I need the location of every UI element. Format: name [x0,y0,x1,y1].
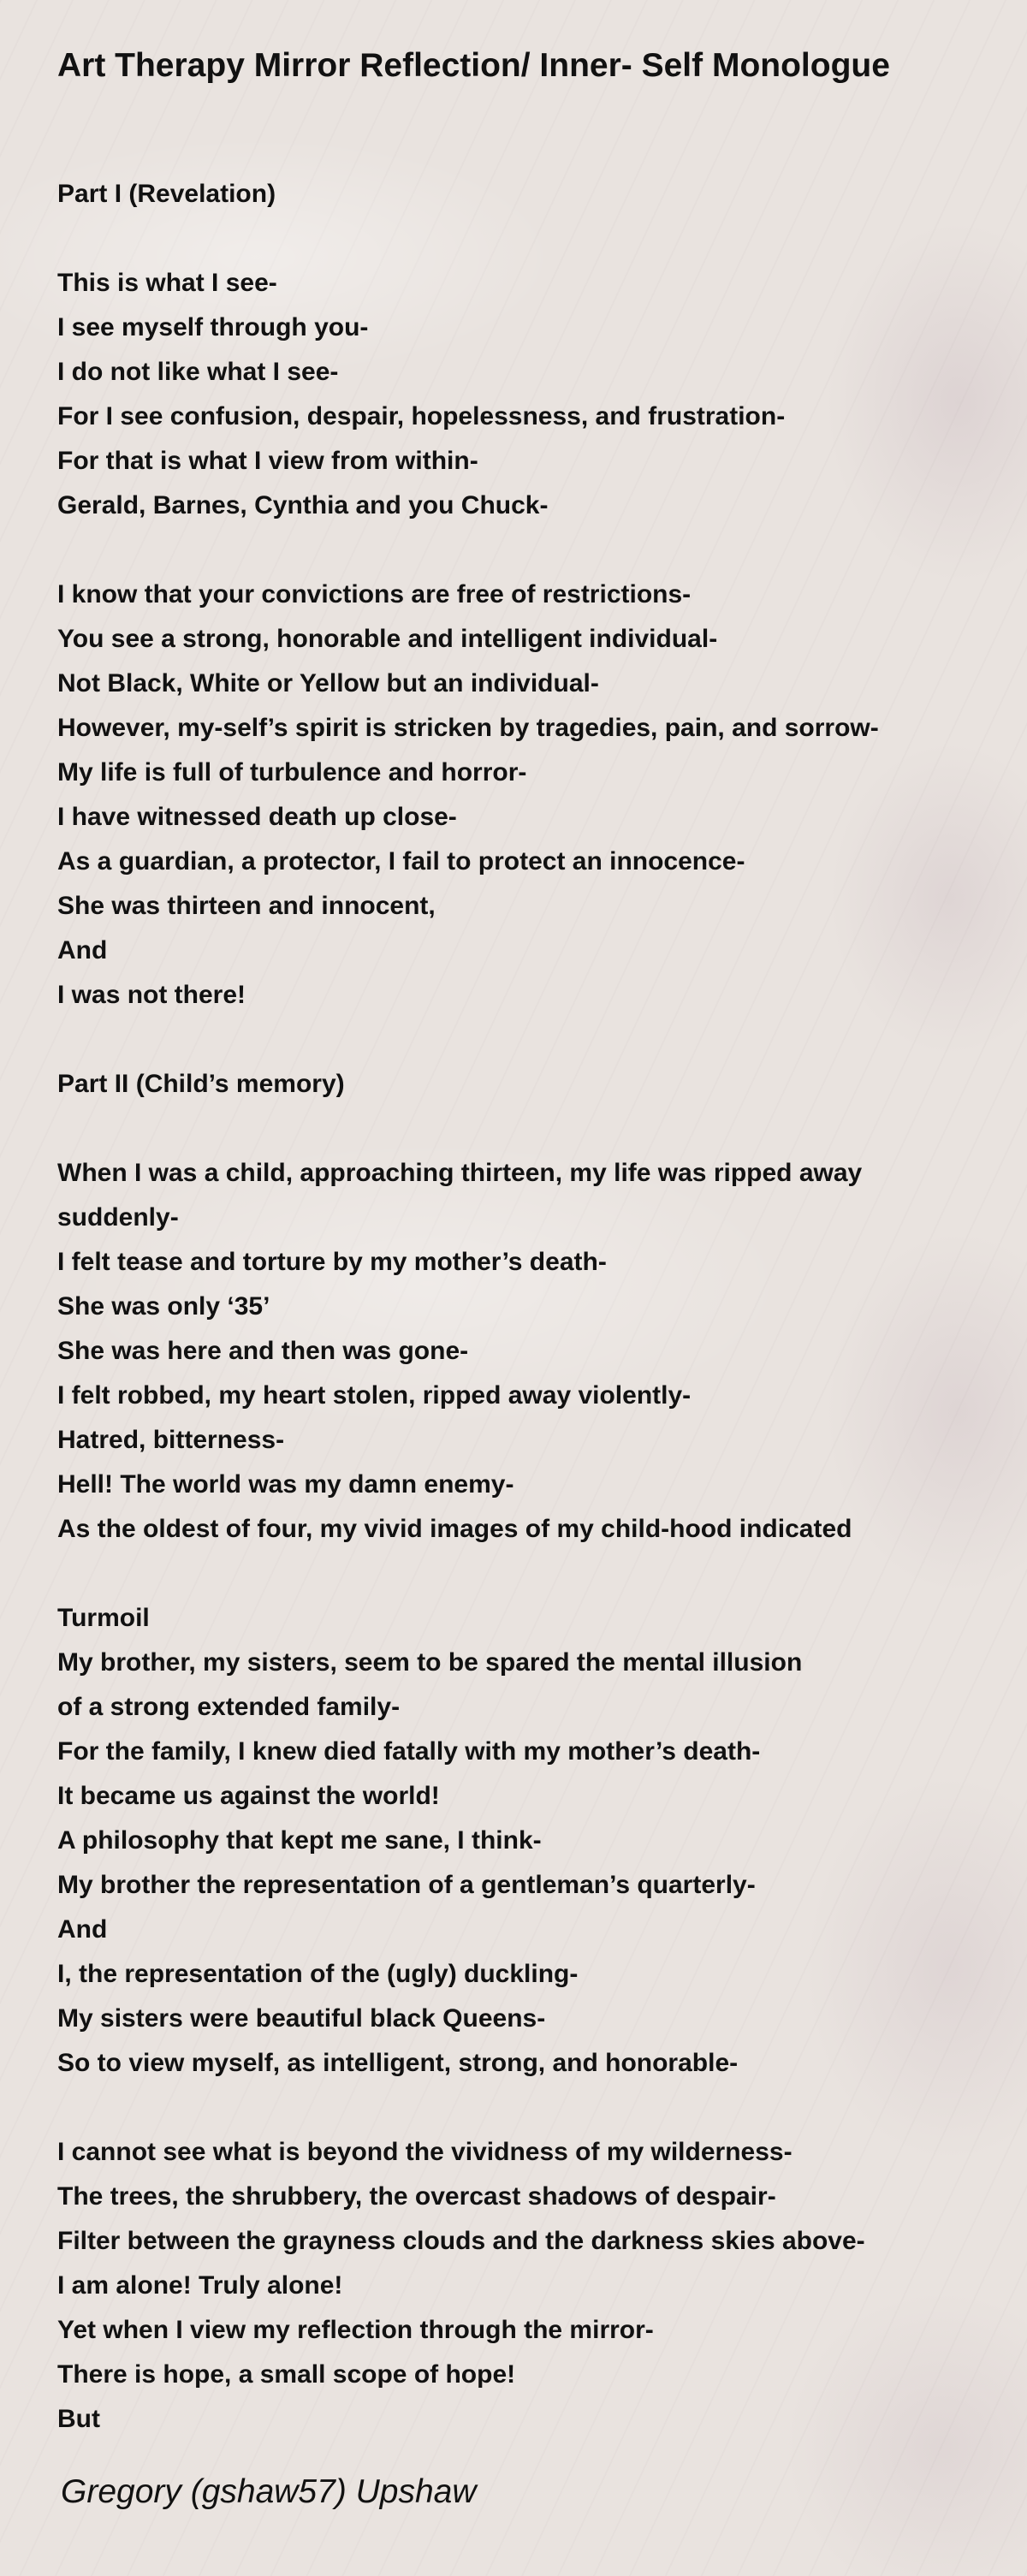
poem-line: I felt tease and torture by my mother’s death- [57,1248,607,1276]
poem-line: So to view myself, as intelligent, strong, and honorable- [57,2049,739,2077]
poem-line: Hell! The world was my damn enemy- [57,1470,514,1499]
poem-line: I know that your convictions are free of restrictions- [57,580,692,608]
poem-line: Filter between the grayness clouds and the darkness skies above- [57,2227,865,2255]
poem-line: For I see confusion, despair, hopelessness, and frustration- [57,402,786,430]
poem-line: My brother, my sisters, seem to be spared the mental illusion [57,1648,803,1677]
stanza [57,2130,990,2442]
stanza-part-2-heading [57,1062,990,1107]
poem-line: Yet when I view my reflection through the mirror- [57,2316,654,2344]
poem-title: Art Therapy Mirror Reflection/ Inner- Self Monologue [57,47,890,84]
poem-line: She was thirteen and innocent, [57,892,436,920]
poem-line: And [57,936,108,965]
poem-line: of a strong extended family- [57,1693,401,1721]
poem-line: This is what I see- [57,269,277,297]
poem-line: However, my-self’s spirit is stricken by tragedies, pain, and sorrow- [57,714,879,742]
stanza [57,261,990,528]
poem-line: My brother the representation of a gentleman’s quarterly- [57,1871,756,1899]
poem-line: As the oldest of four, my vivid images of my child-hood indicated [57,1515,852,1543]
poem-line: As a guardian, a protector, I fail to protect an innocence- [57,847,745,875]
poem-line: Gerald, Barnes, Cynthia and you Chuck- [57,491,549,519]
poem-line: I see myself through you- [57,313,369,341]
section-heading: Part I (Revelation) [57,180,276,208]
poem-line: Hatred, bitterness- [57,1426,285,1454]
poem-line: It became us against the world! [57,1782,440,1810]
poem-line: I do not like what I see- [57,358,339,386]
poem-line: But [57,2405,100,2433]
poem-line: I am alone! Truly alone! [57,2271,343,2300]
poem-line: She was only ‘35’ [57,1292,270,1321]
poem-line: For that is what I view from within- [57,447,478,475]
poem-line: My sisters were beautiful black Queens- [57,2004,546,2033]
poem-line: A philosophy that kept me sane, I think- [57,1826,542,1855]
poem-line: She was here and then was gone- [57,1337,469,1365]
stanza [57,573,990,1018]
poem-line: The trees, the shrubbery, the overcast shadows of despair- [57,2182,776,2211]
poem-line: And [57,1915,108,1944]
stanza-part-1-heading [57,172,990,217]
poem-line: I felt robbed, my heart stolen, ripped away violently- [57,1381,692,1410]
poem-line: I was not there! [57,981,246,1009]
poem-line: I, the representation of the (ugly) duckling- [57,1960,579,1988]
section-heading: Part II (Child’s memory) [57,1070,345,1098]
poem-author: Gregory (gshaw57) Upshaw [61,2473,477,2510]
poem-line: I have witnessed death up close- [57,803,457,831]
poem-line: For the family, I knew died fatally with my mother’s death- [57,1737,761,1766]
poem-line: Turmoil [57,1604,150,1632]
stanza [57,1596,990,2086]
poem-line: I cannot see what is beyond the vividness of my wilderness- [57,2138,793,2166]
poem-line: There is hope, a small scope of hope! [57,2360,516,2389]
poem-body [57,172,990,2486]
poem-line: Not Black, White or Yellow but an individual- [57,669,599,697]
poem-line: My life is full of turbulence and horror- [57,758,527,786]
stanza [57,1151,990,1552]
poem-line: When I was a child, approaching thirteen, my life was ripped away suddenly- [57,1159,863,1232]
poem-line: You see a strong, honorable and intelligent individual- [57,625,718,653]
